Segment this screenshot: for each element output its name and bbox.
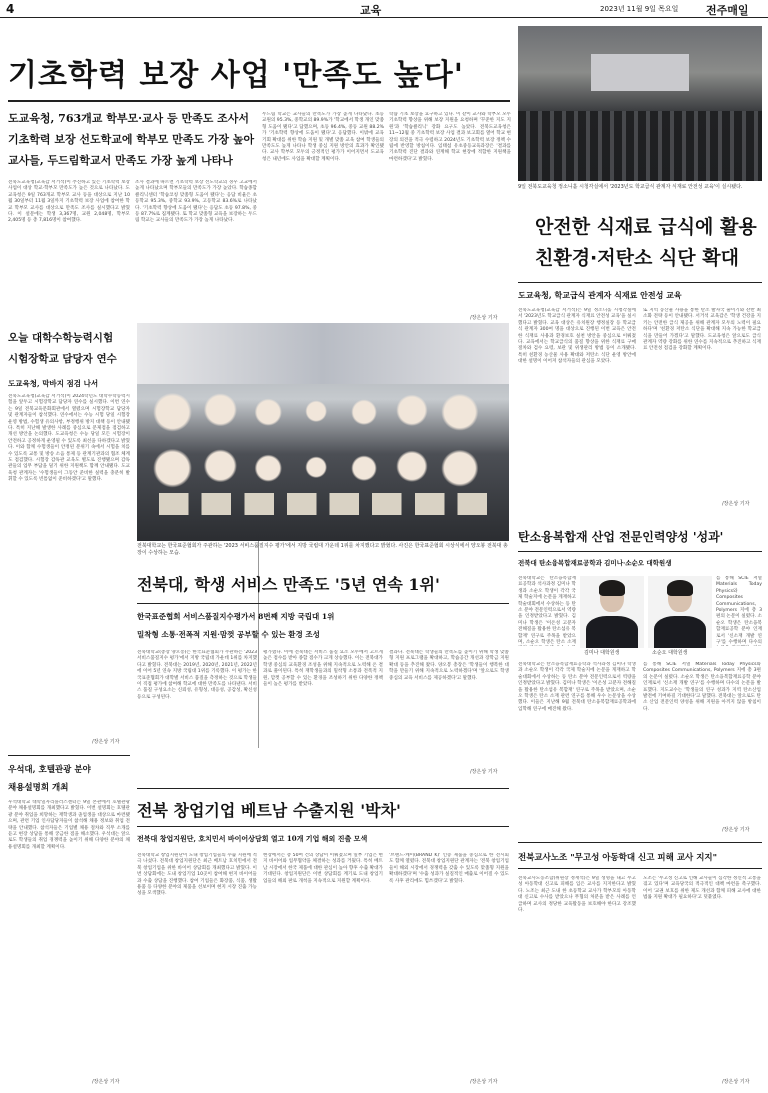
article1-rule — [8, 100, 510, 102]
article4-headline: 전북대, 학생 서비스 만족도 '5년 연속 1위' — [137, 575, 440, 594]
article7-rule-top — [137, 788, 509, 789]
article2-headline1: 안전한 식재료 급식에 활용 — [535, 216, 757, 238]
article5-headline: 탄소융복합재 산업 전문인력양성 '성과' — [518, 530, 724, 544]
article7-headline: 전북 창업기업 베트남 수출지원 '박차' — [137, 801, 401, 820]
article7-col1: 전북대학교 창업지원단이 도내 창업기업들의 수출 지원에 적극 나섰다. 전북대 창업지원단은 최근 베트남 호치민에서 전북 창업기업을 위한 바이어 상담회를 개최했다고 밝혔다. 이번 상담회에는 도내 창업기업 10곳이 참여해 현지 바이어들과 수출 상담을 진행했다. 참여 기업들은 화장품, 식품, 생활용품 등 다양한 분야의 제품을 선보이며 현지 시장 진출 가능성을 모색했다. — [137, 853, 257, 897]
article1-col4: 학습 기초 보장을 요구하고 있다. 이 같이 교사와 학부모 모두 기초학력 향상을 위해 보장 지원을 요청하며 '꾸준한 지도 지원'과 '학습클리닉' 강화 요구도 높았다. 전북도교육청은 11~12월 중 기초학력 보장 사업 결과 보고회를 열어 학교 현장의 의견을 적극 수렴하고 2024년도 기초학력 보장 정책 수립에 반영할 방침이다. 임태섭 유초중등교육과장은 '결과를 기초학력 진단 결과와 연계해 학교 현장에 적합한 지원책을 마련하겠다'고 밝혔다. — [389, 112, 511, 162]
article3-byline: /장은상 기자 — [92, 739, 120, 745]
article8-headline: 전북교사노조 "무고성 아동학대 신고 피해 교사 지지" — [518, 853, 718, 863]
article5-col2: 를 통해 SCIE 저널 Materials Today Physics와 Composites Communications, Polymers 지에 총 3편의 논문이 실렸다. 소순오 학생은 탄소융복합재료공학 분야 인재로서 '신소재 개발 연구'를 수행하며 다수의 논문을 발표했다. 지도교수는 '학생들의 연구 성과가 지역 탄소산업 발전에 기여하길 기대한다'고 말했다. 전북대는 앞으로도 탄소 산업 전문인력 양성을 위해 지원을 아끼지 않을 방침이다. — [643, 662, 761, 712]
article7-rule — [137, 826, 509, 827]
photo1-caption: 9일 전북도교육청 정소니홀 시청각실에서 '2023년도 학교급식 관계자 식재료 안전성 교육'이 실시됐다. — [518, 184, 743, 190]
article2-col1: 전북도교육청(교육감 서거석)은 9일 정소니홀 시청각실에서 '2023년도 학교급식 관계자 식재료 안전성 교육'을 실시했다고 밝혔다. 교육 대상은 유치원장 행정실장 등 학교급식 관계자 300여 명을 대상으로 진행된 이번 교육은 안전한 식재료 사용과 환경보호 실천 방안을 중심으로 이뤄졌다. 교육에서는 학교급식의 품질 향상을 위한 식재료 구매 절차와 검수 요령, 보관 및 위생관리 방법 등이 소개됐다. 특히 친환경 농산물 사용 확대와 저탄소 식단 운영 방안에 대한 설명이 이어져 참석자들의 관심을 모았다. — [518, 308, 636, 365]
issue-date: 2023년 11월 9일 목요일 — [600, 5, 679, 13]
award-ceremony-photo — [137, 323, 509, 541]
article2-sub: 도교육청, 학교급식 관계자 식재료 안전성 교육 — [518, 290, 682, 300]
article6-rule — [8, 755, 130, 756]
article4-sub1: 한국표준협회 서비스품질지수평가서 8번째 지방 국립대 1위 — [137, 612, 335, 621]
person2-caption: 소순오 대학원생 — [652, 650, 688, 656]
article5-sub: 전북대 탄소융복합재료공학과 김미나·소순오 대학원생 — [518, 559, 672, 567]
attendees-front-row — [152, 449, 494, 497]
kim-mina-portrait — [580, 576, 644, 648]
article3-headline2: 시험장학교 담당자 연수 — [8, 353, 117, 365]
article5-rule — [518, 551, 762, 552]
article7-byline: /장은상 기자 — [470, 1079, 498, 1085]
article1-sub1: 도교육청, 763개교 학부모·교사 등 만족도 조사서 — [8, 112, 250, 125]
newspaper-name: 전주매일 — [706, 4, 749, 17]
article1-byline: /장은상 기자 — [470, 315, 498, 321]
article7-col3: '브랜드-케이(BRAND K)' 인증 제품을 중심으로 한 전시회도 함께 열렸다. 전북대 창업지원단 관계자는 '전북 창업기업들이 해외 시장에서 경쟁력을 갖출 수 있도록 맞춤형 지원을 확대하겠다'며 '수출 성과가 실질적인 매출로 이어질 수 있도록 사후 관리에도 힘쓰겠다'고 밝혔다. — [389, 853, 509, 884]
article5-col2-top: 를 통해 SCIE 저널 Materials Today Physics와 Composites Communications, Polymers 지에 총 3편의 논문이 실렸다. 소순오 학생은 탄소융복합재료공학 분야 인재로서 '신소재 개발 연구'를 수행하며 다수의 — [716, 576, 762, 646]
article1-headline: 기초학력 보장 사업 '만족도 높다' — [8, 58, 464, 93]
article1-sub2: 기초학력 보장 선도학교에 학부모 만족도 가장 높아 — [8, 133, 255, 146]
article2-rule — [518, 282, 762, 283]
ceremony-banner — [137, 323, 509, 384]
article5-col1: 전북대학교는 탄소융복합재료공학과 석사과정 김미나 학생과 소순오 학생이 각각 국제 학술지에 논문을 게재하고 학술대회에서 수상하는 등 탄소 분야 전문인력으로서 역량을 인정받았다고 밝혔다. 김미나 학생은 '이온성 고분자 전해질을 활용한 탄소섬유 복합재' 연구로 주목을 받았으며, 소순오 학생은 탄소 소재 관련 연구를 통해 우수 논문상을 수상했다. 이들은 지난해 9월 전북대 탄소융복합재료공학과에 입학해 연구에 매진해 왔다. — [518, 662, 636, 712]
article2-byline: /장은상 기자 — [722, 501, 750, 507]
article8-col2: 노조는 '무고성 신고로 인해 교사들이 심각한 정신적 고통을 겪고 있다'며 교육당국의 적극적인 대책 마련을 촉구했다. 이어 '교권 보호를 위한 제도 개선과 함께 피해 교사에 대한 법률 지원 확대가 필요하다'고 덧붙였다. — [643, 876, 761, 901]
article2-col2: 또 지역 농산물 사용을 통한 탄소 발자국 줄이기와 잔반 최소화 전략 등이 안내됐다. 서거석 교육감은 '학생 건강을 지키는 안전한 급식 제공을 위해 관계자 모두의 노력이 필요하다'며 '친환경 저탄소 식단을 확대해 지속 가능한 학교급식을 만들어 가겠다'고 말했다. 도교육청은 앞으로도 급식 관계자 역량 강화를 위한 연수를 지속적으로 추진하고 식재료 안전성 점검을 강화할 계획이다. — [643, 308, 761, 352]
portrait-suit — [586, 616, 637, 648]
article4-col2: 평가했다. 이에 전북대는 서비스 품질 요소 모두에서 고르게 높은 점수를 받아 종합 점수가 크게 상승했다. 이는 전북대가 학생 중심의 교육환경 조성을 위해 지속적으로 노력해 온 결과로 풀이된다. 특히 재학생들과의 밀착형 소통과 전폭적 지원, 맘껏 공부할 수 있는 환경을 조성하기 위한 다양한 정책들이 높은 평가를 받았다. — [263, 650, 383, 688]
article7-sub: 전북대 창업지원단, 호치민서 바이어상담회 열고 10개 기업 해외 진출 모색 — [137, 834, 368, 843]
article8-byline: /장은상 기자 — [722, 1079, 750, 1085]
so-soono-portrait — [648, 576, 712, 648]
audience-seats — [518, 111, 762, 181]
article1-col3: 두드림 학교는 교사들의 만족도가 가장 높게 나타났다. 초등 교원의 95.3%, 중학교의 89.9%가 '학교에서 학생 개인 맞춤형 도움이 됐다'고 답했으며, 초등 96.4%, 중등 교원 88.2%가 '기초학력 향상에 도움이 됐다'고 응답했다. 이밖에 교육 기회 확대를 위한 학습 지원 및 개별 맞춤 교육 참여 학생들의 만족도도 높게 나타나 학생 중심 지원 방안의 효과가 확인됐다. 교사 학부모 모두의 긍정적인 평가가 이어지면서 도교육청은 내년에도 사업을 확대할 계획이다. — [262, 112, 384, 162]
article4-col1: 전북대학교(총장 양오봉)는 한국표준협회가 주관하는 '2023 서비스품질지수 평가'에서 지방 국립대 가운데 1위를 차지했다고 밝혔다. 전북대는 2019년, 2020년, 2021년, 2022년에 이어 5년 연속 지방 국립대 1위를 기록했다. 이 평가는 한국표준협회가 대학별 서비스 품질을 측정하는 것으로 학생들이 직접 평가에 참여해 학교에 대한 만족도를 나타낸다. 서비스 품질 구성요소는 신뢰성, 유형성, 대응성, 공감성, 확신성 등으로 구성된다. — [137, 650, 257, 700]
page-number: 4 — [6, 2, 15, 16]
portrait-suit — [654, 616, 705, 648]
portrait-hair — [667, 580, 693, 596]
article6-body: 우석대학교 대학일자리플러스센터는 9일 본관에서 호텔관광 분야 채용설명회를 개최했다고 밝혔다. 이번 설명회는 호텔관광 분야 취업을 희망하는 재학생과 졸업생을 대상으로 마련됐으며, 관련 기업 인사담당자들이 참석해 채용 정보와 취업 전략을 안내했다. 참석자들은 기업별 채용 절차와 직무 소개를 듣고 현장 상담을 통해 궁금한 점을 해소했다. 우석대는 앞으로도 학생들의 취업 경쟁력을 높이기 위해 다양한 분야의 채용설명회를 개최할 계획이다. — [8, 800, 130, 850]
article2-headline2: 친환경·저탄소 식단 확대 — [535, 247, 739, 269]
article4-byline: /장은상 기자 — [470, 769, 498, 775]
person1-caption: 김미나 대학원생 — [584, 650, 620, 656]
article3-headline1: 오늘 대학수학능력시험 — [8, 332, 114, 344]
article5-byline: /장은상 기자 — [722, 827, 750, 833]
photo2-caption: 전북대학교는 한국표준협회가 주관하는 '2023 서비스품질지수 평가'에서 지방 국립대 가운데 1위를 차지했다고 밝혔다. 사진은 한국표준협회 시상식에서 양오봉 전북대 총장이 수상하는 모습. — [137, 543, 508, 556]
article6-headline1: 우석대, 호텔관광 분야 — [8, 765, 91, 775]
portrait-hair — [599, 580, 625, 596]
article1-sub3: 교사들, 두드림학교서 만족도 가장 높게 나타나 — [8, 154, 233, 167]
article7-col2: 현장에서는 총 50여 건의 상담이 이뤄졌으며 일부 기업은 현지 바이어와 업무협약을 체결하는 성과를 거뒀다. 특히 베트남 시장에서 한국 제품에 대한 관심이 높아 향후 수출 확대가 기대된다. 창업지원단은 이번 상담회를 계기로 도내 창업기업들의 해외 판로 개척을 지속적으로 지원할 계획이다. — [263, 853, 383, 884]
article8-rule — [518, 868, 762, 869]
article3-body: 전북도교육청(교육감 서거석)이 2024학년도 대학수학능력시험을 앞두고 시험장학교 담당자 연수를 실시했다. 이번 연수는 9일 전북교육문화회관에서 열렸으며 시험장학교 담당자 및 관계자들이 참석했다. 연수에서는 수능 시험 당일 시험장 운영 방법, 수험생 유의사항, 부정행위 방지 대책 등이 안내됐다. 특히 지난해 발생한 사례를 중심으로 문제점을 점검하고 개선 방안을 논의했다. 도교육청은 수능 당일 모든 시험장이 안전하고 공정하게 운영될 수 있도록 최선을 다하겠다고 밝혔다. 이와 함께 수험생들이 안정된 분위기 속에서 시험을 치를 수 있도록 교통 및 방송 소음 통제 등 관계기관과의 협조 체계도 점검했다. 시험장 감독관 교육도 별도로 진행됐으며 감독관들의 업무 부담을 덜기 위한 지원책도 함께 안내됐다. 도교육청 관계자는 '수험생들이 그동안 준비한 실력을 충분히 발휘할 수 있도록 빈틈없이 준비하겠다'고 말했다. — [8, 394, 130, 483]
article8-col1: 전북교사노동조합(위원장 정재석)은 9일 성명을 내고 무고성 아동학대 신고로 피해를 입은 교사를 지지한다고 밝혔다. 노조는 최근 도내 한 초등학교 교사가 학부모의 아동학대 신고로 수사를 받았으나 무혐의 처분을 받은 사례를 언급하며 교사의 정당한 교육활동을 보호해야 한다고 강조했다. — [518, 876, 636, 914]
article6-headline2: 채용설명회 개최 — [8, 783, 69, 793]
article4-rule — [137, 603, 509, 604]
conference-photo — [518, 26, 762, 181]
article6-byline: /장은상 기자 — [92, 1079, 120, 1085]
article8-rule-top — [518, 842, 762, 843]
article4-col3: 결과다. 전북대는 학생들의 만족도를 높이기 위해 학생 맞춤형 지원 프로그램을 확대하고, 학습공간 개선과 장학금 지원 확대 등을 추진해 왔다. 양오봉 총장은 '학생들이 행복한 대학을 만들기 위해 지속적으로 노력하겠다'며 '앞으로도 학생 중심의 교육 서비스를 제공하겠다'고 말했다. — [389, 650, 509, 681]
article3-sub: 도교육청, 막바지 점검 나서 — [8, 379, 99, 388]
article5-col1-top: 전북대학교는 탄소융복합재료공학과 석사과정 김미나 학생과 소순오 학생이 각각 국제 학술지에 논문을 게재하고 학술대회에서 수상하는 등 탄소 분야 전문인력으로서 역량을 인정받았다고 밝혔다. 김미나 학생은 '이온성 고분자 전해질을 활용한 탄소섬유 복합재' 연구로 주목을 받았으며, 소순오 학생은 탄소 소재 — [518, 576, 576, 646]
presentation-screen — [591, 54, 689, 91]
section-name: 교육 — [360, 4, 382, 17]
award-plaques — [159, 493, 486, 515]
article1-col2: 조사 결과에 따르면 기초학력 보장 선도학교의 경우 고교에서 높게 나타났으며 학부모들의 만족도가 가장 높았다. 학습종합클리닉센터 '학습코칭 맞춤형 도움이 됐다'는 응답 비율은 초등학교 95.3%, 중학교 93.9%, 고등학교 83.6%로 나타났다. '기초학력 향상에 도움이 됐다'는 응답도 초등 97.8%, 중등 87.7%로 집계됐다. 또 학교 맞춤형 교육을 보장하는 두드림 학교는 교사들의 만족도가 가장 높게 나타났다. — [135, 180, 257, 224]
article1-col1: 전북도교육청(교육감 서거석)이 추진하고 있는 기초학력 보장 사업이 대상 학교·학부모 만족도가 높은 것으로 나타났다. 도교육청은 9일 763개교 학부모 교사 등을 대상으로 지난 10월 30일부터 11월 3일까지 기초학력 보장 사업에 참여한 학교 학부모 교사를 대상으로 만족도 조사를 실시했다고 밝혔다. 이 설문에는 학생 3,367명, 교원 2,048명, 학부모 2,405명 등 총 7,816명이 참여했다. — [8, 180, 130, 224]
article4-sub2: 밀착형 소통·전폭적 지원·맘껏 공부할 수 있는 환경 조성 — [137, 630, 320, 639]
attendees-back-row — [152, 393, 494, 441]
masthead — [0, 0, 768, 18]
